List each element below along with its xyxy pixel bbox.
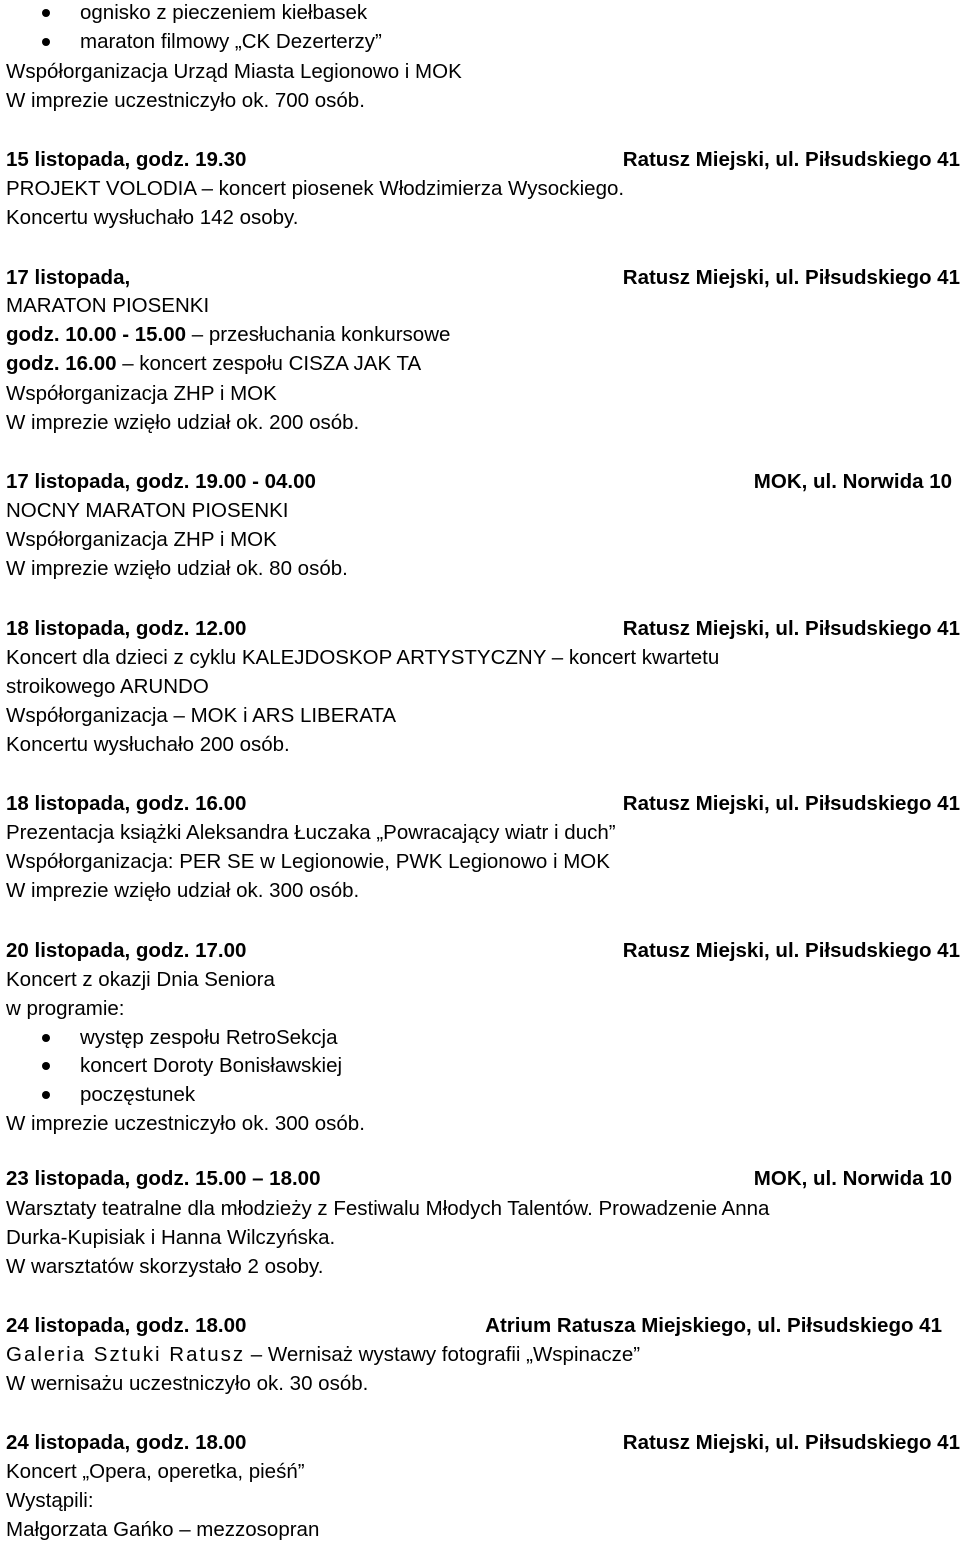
event-description: stroikowego ARUNDO: [6, 675, 209, 698]
list-item: ognisko z pieczeniem kiełbasek: [42, 1, 367, 25]
event-description: Koncert z okazji Dnia Seniora: [6, 968, 275, 991]
event-date: 15 listopada, godz. 19.30: [6, 148, 247, 171]
attendance-line: W imprezie wzięło udział ok. 300 osób.: [6, 879, 360, 902]
co-organizer-line: Współorganizacja ZHP i MOK: [6, 382, 277, 405]
program-label: w programie:: [6, 997, 125, 1020]
event-date: 23 listopada, godz. 15.00 – 18.00: [6, 1167, 321, 1190]
event-place: Ratusz Miejski, ul. Piłsudskiego 41: [622, 266, 960, 289]
list-item: maraton filmowy „CK Dezerterzy”: [42, 30, 382, 54]
event-place: Ratusz Miejski, ul. Piłsudskiego 41: [622, 792, 960, 815]
performers-label: Wystąpili:: [6, 1489, 94, 1512]
list-item: koncert Doroty Bonisławskiej: [42, 1054, 342, 1078]
attendance-line: Koncertu wysłuchało 200 osób.: [6, 733, 290, 756]
event-place: MOK, ul. Norwida 10: [753, 1167, 952, 1190]
bullet-icon: [42, 1091, 50, 1099]
schedule-line: godz. 16.00 – koncert zespołu CISZA JAK TA: [6, 352, 422, 375]
event-date: 24 listopada, godz. 18.00: [6, 1314, 247, 1337]
event-description: PROJEKT VOLODIA – koncert piosenek Włodzimierza Wysockiego.: [6, 177, 625, 200]
event-date: 18 listopada, godz. 16.00: [6, 792, 247, 815]
attendance-line: W wernisażu uczestniczyło ok. 30 osób.: [6, 1372, 369, 1395]
co-organizer-line: Współorganizacja ZHP i MOK: [6, 528, 277, 551]
bullet-icon: [42, 1062, 50, 1070]
event-place: Ratusz Miejski, ul. Piłsudskiego 41: [622, 617, 960, 640]
bullet-icon: [42, 9, 50, 17]
event-description: Warsztaty teatralne dla młodzieży z Festiwalu Młodych Talentów. Prowadzenie Anna: [6, 1197, 770, 1220]
event-place: Ratusz Miejski, ul. Piłsudskiego 41: [622, 148, 960, 171]
event-description: Galeria Sztuki Ratusz – Wernisaż wystawy fotografii „Wspinacze”: [6, 1343, 641, 1366]
event-description: Durka-Kupisiak i Hanna Wilczyńska.: [6, 1226, 336, 1249]
event-title: NOCNY MARATON PIOSENKI: [6, 499, 289, 522]
attendance-line: Koncertu wysłuchało 142 osoby.: [6, 206, 299, 229]
event-description: Koncert „Opera, operetka, pieśń”: [6, 1460, 305, 1483]
event-place: Ratusz Miejski, ul. Piłsudskiego 41: [622, 939, 960, 962]
list-item: występ zespołu RetroSekcja: [42, 1026, 338, 1050]
attendance-line: W warsztatów skorzystało 2 osoby.: [6, 1255, 324, 1278]
attendance-line: W imprezie wzięło udział ok. 80 osób.: [6, 557, 348, 580]
event-description: Prezentacja książki Aleksandra Łuczaka „Powracający wiatr i duch”: [6, 821, 616, 844]
gallery-name: Galeria Sztuki Ratusz: [6, 1343, 246, 1366]
bullet-icon: [42, 38, 50, 46]
event-date: 17 listopada, godz. 19.00 - 04.00: [6, 470, 316, 493]
co-organizer-line: Współorganizacja: PER SE w Legionowie, PWK Legionowo i MOK: [6, 850, 610, 873]
event-date: 18 listopada, godz. 12.00: [6, 617, 247, 640]
event-date: 24 listopada, godz. 18.00: [6, 1431, 247, 1454]
co-organizer-line: Współorganizacja Urząd Miasta Legionowo i MOK: [6, 60, 462, 83]
schedule-line: godz. 10.00 - 15.00 – przesłuchania konkursowe: [6, 323, 451, 346]
list-item: poczęstunek: [42, 1083, 195, 1107]
event-place: Ratusz Miejski, ul. Piłsudskiego 41: [622, 1431, 960, 1454]
event-date: 20 listopada, godz. 17.00: [6, 939, 247, 962]
event-title: MARATON PIOSENKI: [6, 294, 210, 317]
attendance-line: W imprezie uczestniczyło ok. 300 osób.: [6, 1112, 365, 1135]
bullet-icon: [42, 1034, 50, 1042]
performer-line: Małgorzata Gańko – mezzosopran: [6, 1518, 320, 1541]
attendance-line: W imprezie uczestniczyło ok. 700 osób.: [6, 89, 365, 112]
event-place: MOK, ul. Norwida 10: [753, 470, 952, 493]
co-organizer-line: Współorganizacja – MOK i ARS LIBERATA: [6, 704, 397, 727]
attendance-line: W imprezie wzięło udział ok. 200 osób.: [6, 411, 360, 434]
event-place: Atrium Ratusza Miejskiego, ul. Piłsudskiego 41: [485, 1314, 942, 1337]
event-date: 17 listopada,: [6, 266, 131, 289]
event-description: Koncert dla dzieci z cyklu KALEJDOSKOP ARTYSTYCZNY – koncert kwartetu: [6, 646, 720, 669]
